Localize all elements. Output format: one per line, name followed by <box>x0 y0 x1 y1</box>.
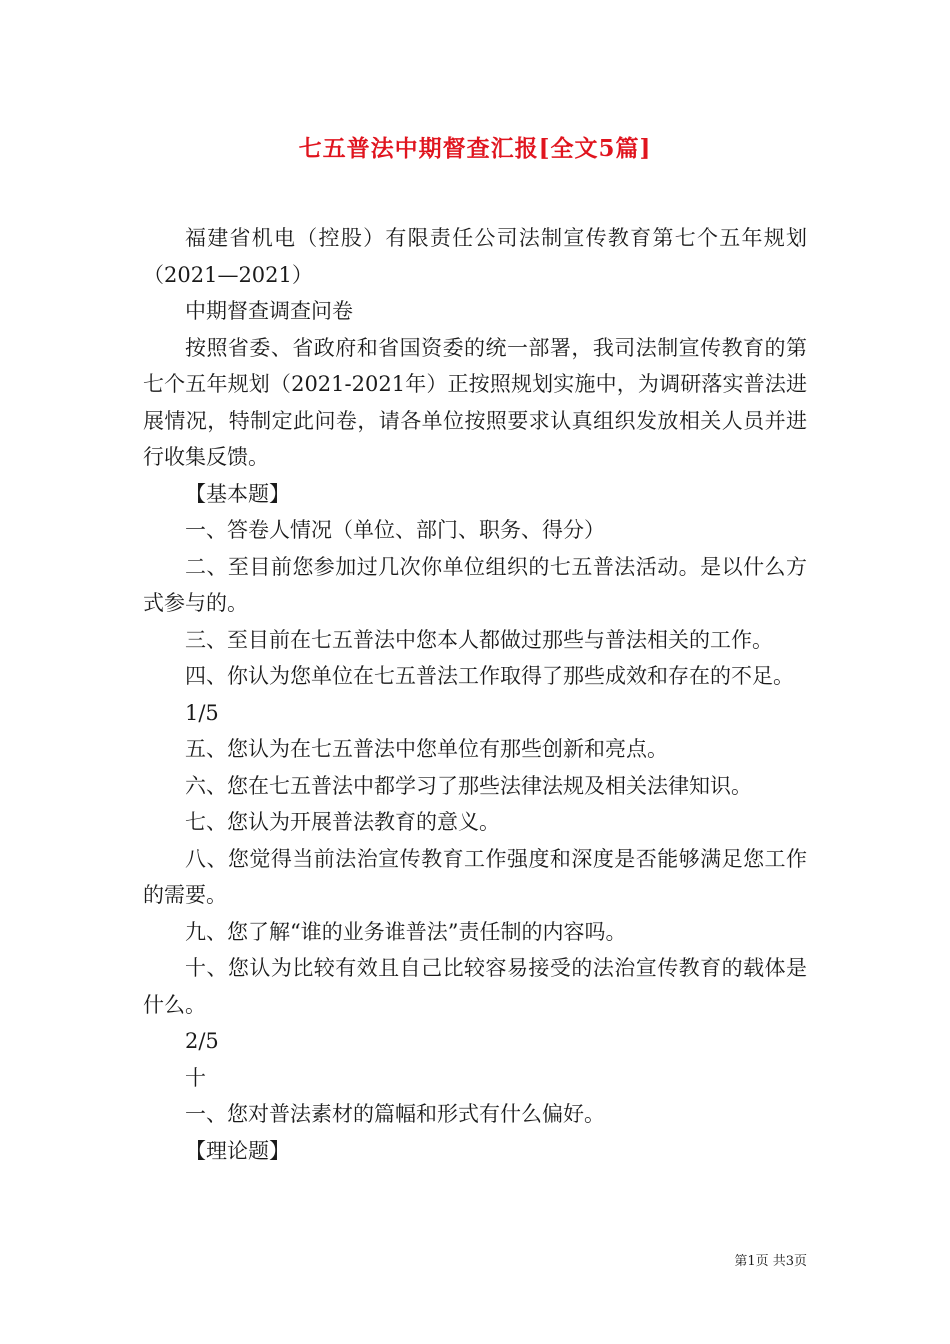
question-8: 八、您觉得当前法治宣传教育工作强度和深度是否能够满足您工作的需要。 <box>143 846 807 907</box>
document-title: 七五普法中期督查汇报[全文5篇] <box>298 135 652 162</box>
paragraph-questionnaire-title: 中期督查调查问卷 <box>185 299 353 323</box>
section-heading-theory: 【理论题】 <box>185 1138 290 1163</box>
page-footer: 第1页 共3页 <box>734 1254 807 1269</box>
section-heading-basic: 【基本题】 <box>185 481 290 506</box>
question-7: 七、您认为开展普法教育的意义。 <box>185 810 500 834</box>
question-11: 一、您对普法素材的篇幅和形式有什么偏好。 <box>185 1102 605 1126</box>
question-2: 二、至目前您参加过几次你单位组织的七五普法活动。是以什么方式参与的。 <box>143 554 807 615</box>
question-4: 四、你认为您单位在七五普法工作取得了那些成效和存在的不足。 <box>185 664 794 688</box>
document-body <box>143 220 807 1169</box>
question-9: 九、您了解“谁的业务谁普法”责任制的内容吗。 <box>185 919 627 944</box>
paragraph-intro: 按照省委、省政府和省国资委的统一部署，我司法制宣传教育的第七个五年规划（2021-2021年）正按照规划实施中，为调研落实普法进展情况，特制定此问卷，请各单位按照要求认真组织发放相关人员并进行收集反馈。 <box>143 335 807 469</box>
paragraph-company-plan: 福建省机电（控股）有限责任公司法制宣传教育第七个五年规划（2021—2021） <box>143 226 807 287</box>
inline-page-marker-2: 2/5 <box>185 1029 219 1053</box>
inline-page-marker-1: 1/5 <box>185 700 219 725</box>
question-1: 一、答卷人情况（单位、部门、职务、得分） <box>185 518 605 542</box>
question-6: 六、您在七五普法中都学习了那些法律法规及相关法律知识。 <box>185 773 752 798</box>
question-10: 十、您认为比较有效且自己比较容易接受的法治宣传教育的载体是什么。 <box>143 956 807 1017</box>
question-5: 五、您认为在七五普法中您单位有那些创新和亮点。 <box>185 737 668 761</box>
question-3: 三、至目前在七五普法中您本人都做过那些与普法相关的工作。 <box>185 627 773 652</box>
question-11-prefix: 十 <box>185 1065 206 1090</box>
